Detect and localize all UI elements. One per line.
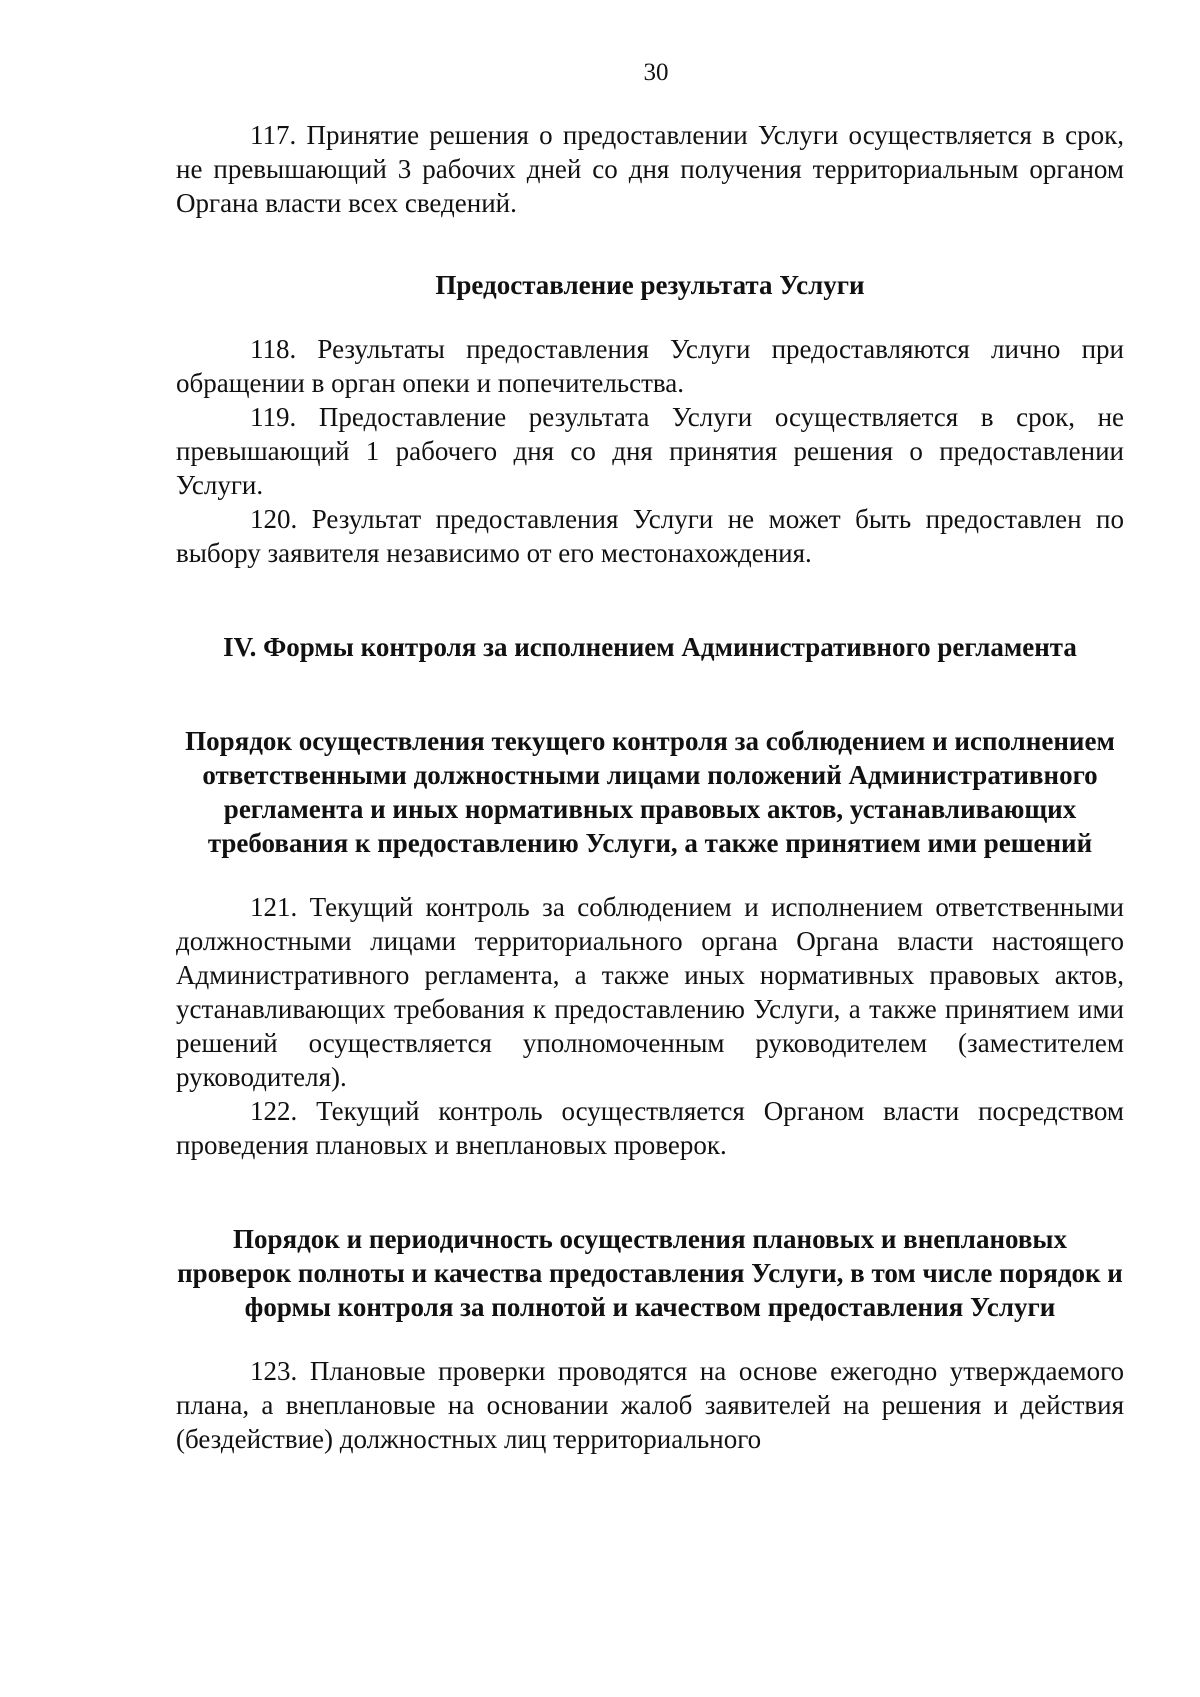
paragraph-117: 117. Принятие решения о предоставлении Услуги осуществляется в срок, не превышающий 3 рабочих дней со дня получения территориальным органом Органа власти всех сведений. [176, 120, 1124, 218]
spacer [176, 220, 1124, 268]
spacer [176, 302, 1124, 332]
heading-section-4: IV. Формы контроля за исполнением Административного регламента [223, 632, 1077, 662]
spacer [176, 664, 1124, 724]
paragraph-121: 121. Текущий контроль за соблюдением и исполнением ответственными должностными лицами территориального органа Органа власти настоящего Административного регламента, а также иных нормативных правовых актов, устанавливающих требования к предоставлению Услуги, а также принятием ими решений осуществляется уполномоченным руководителем (заместителем руководителя). [176, 892, 1124, 1092]
spacer [176, 1162, 1124, 1222]
paragraph-119: 119. Предоставление результата Услуги осуществляется в срок, не превышающий 1 рабочего дня со дня принятия решения о предоставлении Услуги. [176, 402, 1124, 500]
spacer [176, 570, 1124, 630]
paragraph-120: 120. Результат предоставления Услуги не может быть предоставлен по выбору заявителя независимо от его местонахождения. [176, 504, 1124, 568]
paragraph-123: 123. Плановые проверки проводятся на основе ежегодно утверждаемого плана, а внеплановые на основании жалоб заявителей на решения и действия (бездействие) должностных лиц территориального [176, 1356, 1124, 1454]
heading-current-control: Порядок осуществления текущего контроля за соблюдением и исполнением ответственными должностными лицами положений Административного регламента и иных нормативных правовых актов, устанавливающих требования к предоставлению Услуги, а также принятием ими решений [185, 726, 1115, 858]
spacer [176, 860, 1124, 890]
page-number: 30 [643, 59, 669, 86]
heading-service-result: Предоставление результата Услуги [435, 270, 865, 300]
paragraph-118: 118. Результаты предоставления Услуги предоставляются лично при обращении в орган опеки и попечительства. [176, 334, 1124, 398]
paragraph-122: 122. Текущий контроль осуществляется Органом власти посредством проведения плановых и внеплановых проверок. [176, 1096, 1124, 1160]
spacer [176, 1324, 1124, 1354]
heading-inspections: Порядок и периодичность осуществления плановых и внеплановых проверок полноты и качества предоставления Услуги, в том числе порядок и формы контроля за полнотой и качеством предоставления Услуги [177, 1224, 1123, 1322]
document-body [176, 118, 1124, 1456]
